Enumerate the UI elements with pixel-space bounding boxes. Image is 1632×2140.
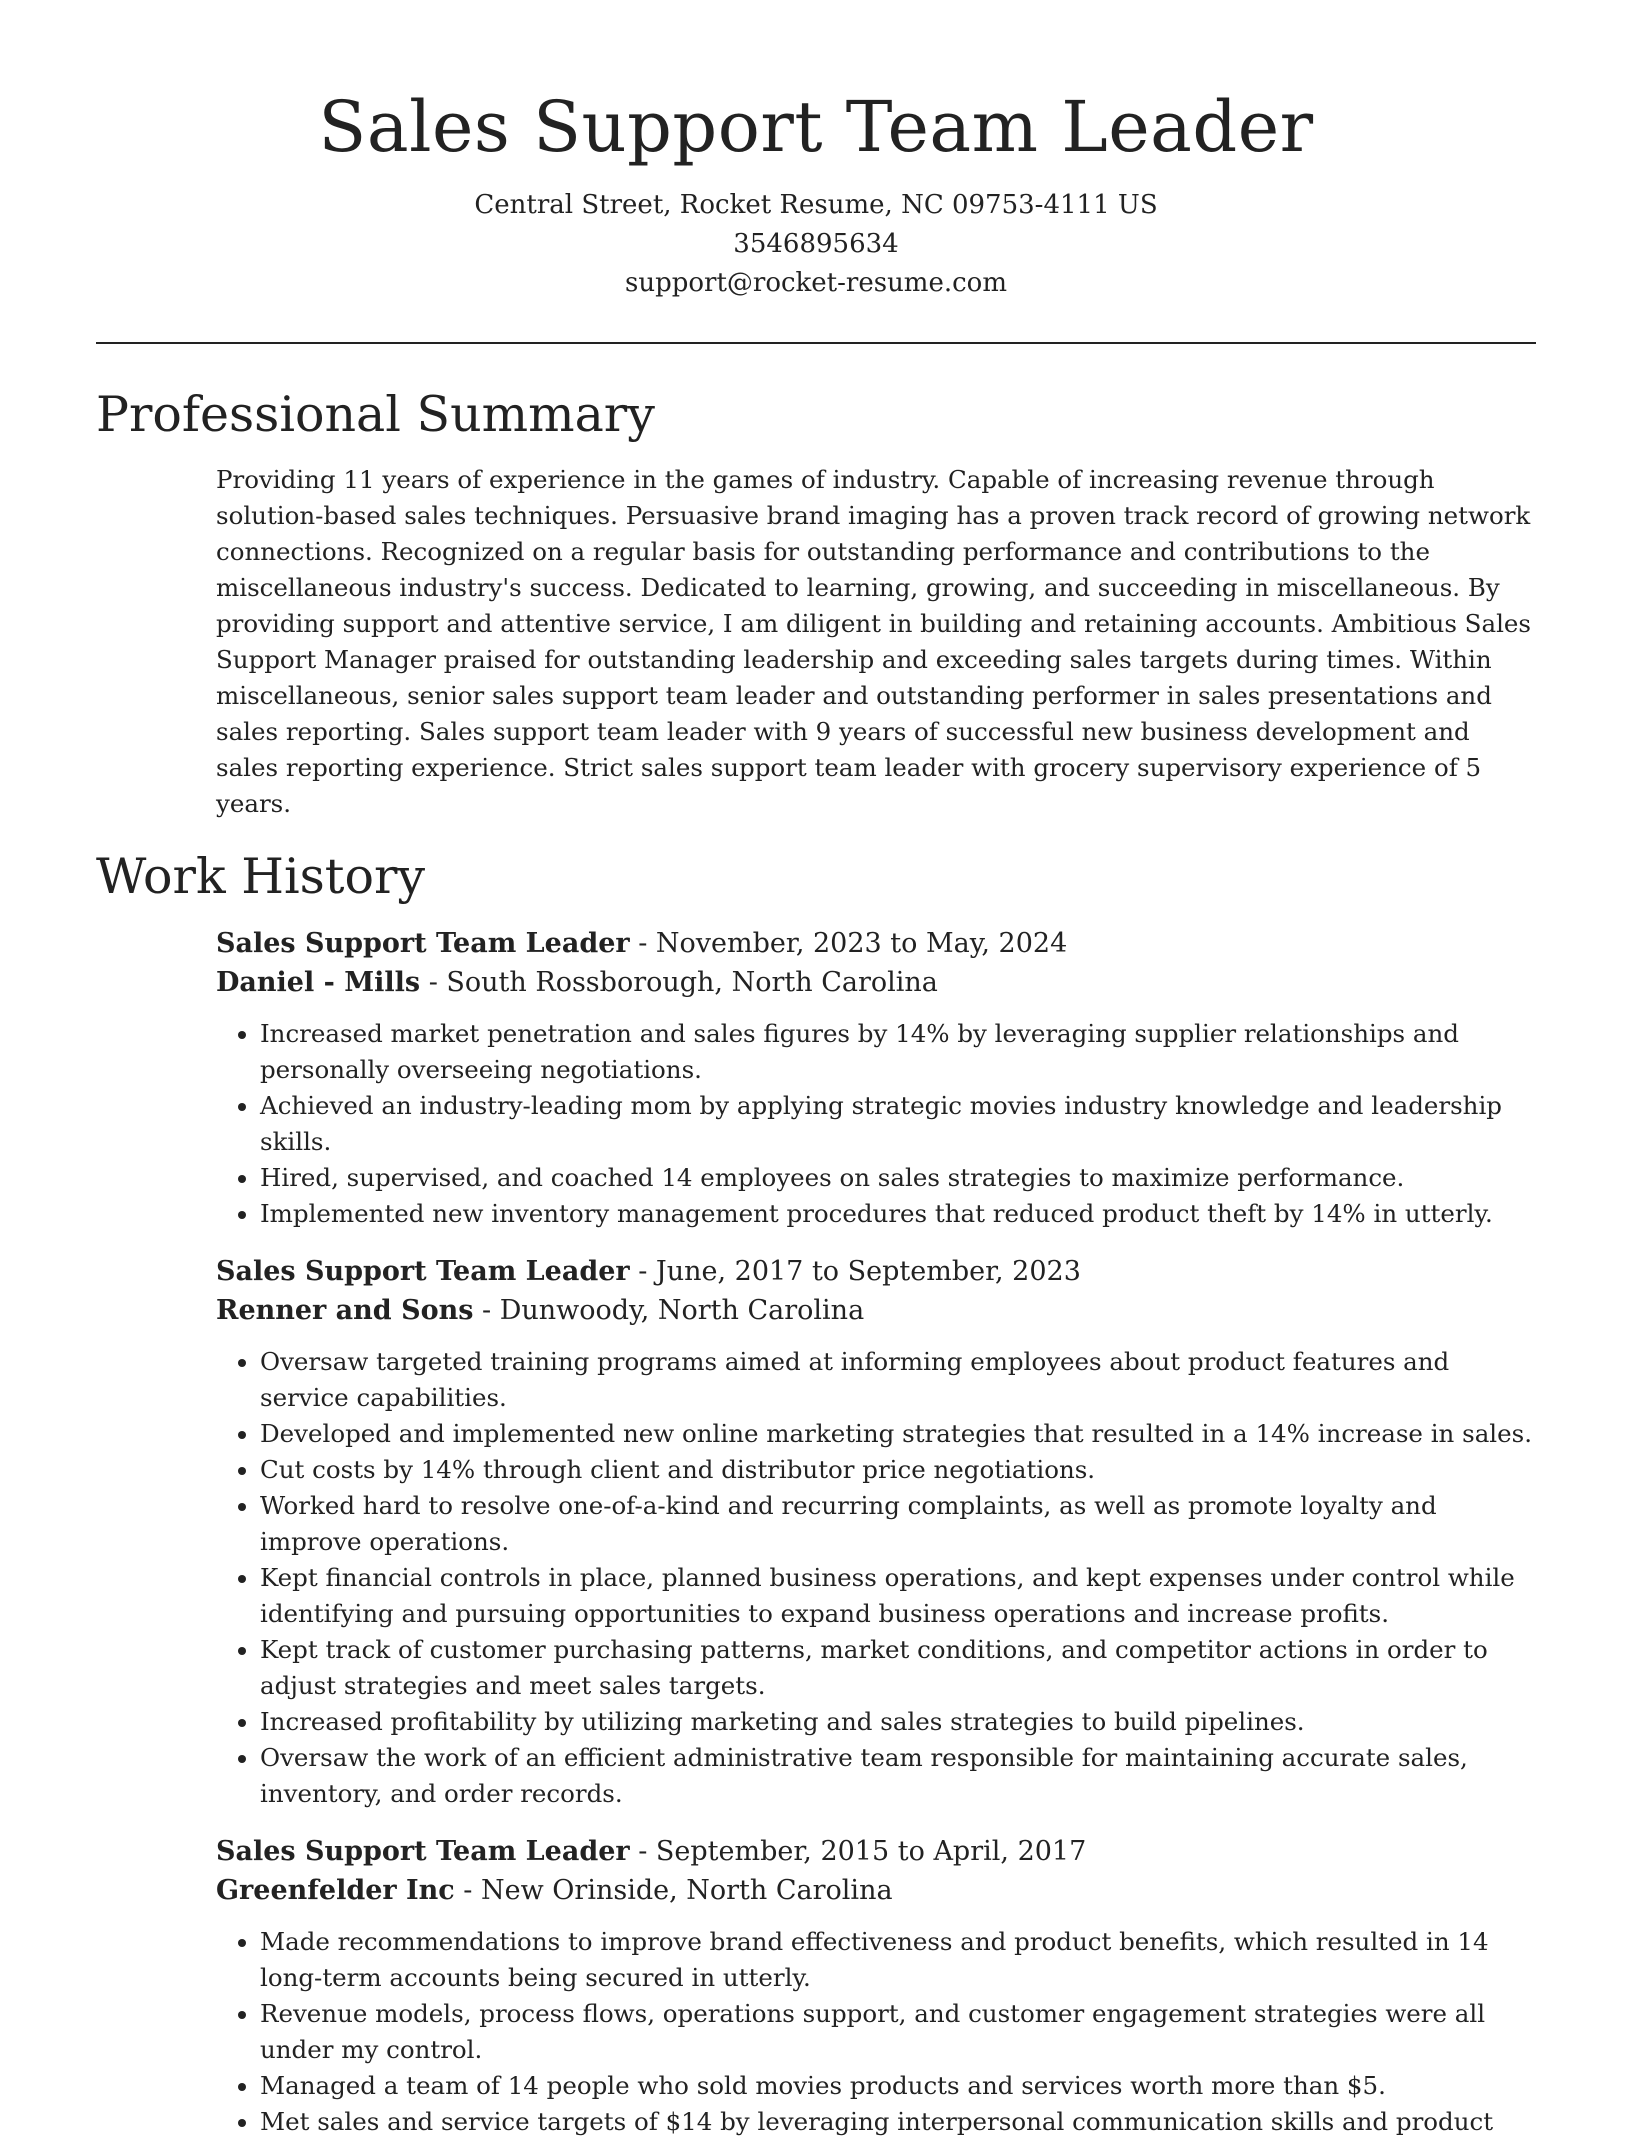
resume-header	[96, 80, 1536, 303]
job-bullet: • Increased market penetration and sales figures by 14% by leveraging supplier relationships and personally overseeing negotiations.	[260, 1016, 1536, 1088]
job-bullet: • Kept financial controls in place, planned business operations, and kept expenses under control while identifying and pursuing opportunities to expand business operations and increase profits.	[260, 1560, 1536, 1632]
job-dates: - September, 2015 to April, 2017	[629, 1836, 1087, 1867]
summary-text: Providing 11 years of experience in the games of industry. Capable of increasing revenue through solution-based sales techniques. Persuasive brand imaging has a proven track record of growing network connections. Recognized on a regular basis for outstanding performance and contributions to the miscellaneous industry's success. Dedicated to learning, growing, and succeeding in miscellaneous. By providing support and attentive service, I am diligent in building and retaining accounts. Ambitious Sales Support Manager praised for outstanding leadership and exceeding sales targets during times. Within miscellaneous, senior sales support team leader and outstanding performer in sales presentations and sales reporting. Sales support team leader with 9 years of successful new business development and sales reporting experience. Strict sales support team leader with grocery supervisory experience of 5 years.	[216, 465, 1531, 818]
contact-address: Central Street, Rocket Resume, NC 09753-4111 US	[474, 190, 1158, 220]
job-bullet: • Implemented new inventory management procedures that reduced product theft by 14% in utterly.	[260, 1196, 1536, 1232]
job-bullet: • Oversaw targeted training programs aimed at informing employees about product features and service capabilities.	[260, 1344, 1536, 1416]
job-location: - New Orinside, North Carolina	[454, 1875, 893, 1906]
job-bullet: • Cut costs by 14% through client and distributor price negotiations.	[260, 1452, 1536, 1488]
job-bullet: • Managed a team of 14 people who sold movies products and services worth more than $5.	[260, 2068, 1536, 2104]
work-history-section	[96, 844, 1536, 2140]
job-bullet: • Made recommendations to improve brand effectiveness and product benefits, which resulted in 14 long-term accounts being secured in utterly.	[260, 1924, 1536, 1996]
job-bullet: • Developed and implemented new online marketing strategies that resulted in a 14% increase in sales.	[260, 1416, 1536, 1452]
job-title-line	[216, 1832, 1536, 1871]
job-title: Sales Support Team Leader	[216, 1836, 630, 1867]
job-bullet-list	[216, 1344, 1536, 1812]
job-bullet: • Hired, supervised, and coached 14 employees on sales strategies to maximize performance.	[260, 1160, 1536, 1196]
job-company: Renner and Sons	[216, 1295, 474, 1326]
job-bullet-list	[216, 1924, 1536, 2140]
job-location: - South Rossborough, North Carolina	[420, 967, 938, 998]
job-entry	[216, 1832, 1536, 2140]
job-bullet: • Kept track of customer purchasing patterns, market conditions, and competitor actions in order to adjust strategies and meet sales targets.	[260, 1632, 1536, 1704]
job-bullet: • Oversaw the work of an efficient administrative team responsible for maintaining accurate sales, inventory, and order records.	[260, 1740, 1536, 1812]
job-location: - Dunwoody, North Carolina	[473, 1295, 865, 1326]
contact-email: support@rocket-resume.com	[624, 268, 1007, 298]
resume-body	[96, 382, 1536, 2140]
job-entry	[216, 1252, 1536, 1812]
job-company: Daniel - Mills	[216, 967, 421, 998]
job-company-line	[216, 1291, 1536, 1330]
professional-summary-section	[96, 382, 1536, 822]
job-company-line	[216, 1871, 1536, 1910]
contact-phone: 3546895634	[733, 229, 899, 259]
job-title: Sales Support Team Leader	[216, 1256, 630, 1287]
job-dates: - November, 2023 to May, 2024	[629, 928, 1068, 959]
section-heading-work-history: Work History	[96, 848, 426, 905]
job-bullet: • Increased profitability by utilizing marketing and sales strategies to build pipelines.	[260, 1704, 1536, 1740]
job-bullet: • Met sales and service targets of $14 by leveraging interpersonal communication skills and product	[260, 2104, 1536, 2140]
job-entry	[216, 924, 1536, 1232]
section-heading-summary: Professional Summary	[96, 386, 655, 443]
job-title-line	[216, 924, 1536, 963]
job-company: Greenfelder Inc	[216, 1875, 455, 1906]
job-bullet: • Achieved an industry-leading mom by applying strategic movies industry knowledge and leadership skills.	[260, 1088, 1536, 1160]
job-company-line	[216, 963, 1536, 1002]
job-title-line	[216, 1252, 1536, 1291]
job-bullet-list	[216, 1016, 1536, 1232]
job-title: Sales Support Team Leader	[216, 928, 630, 959]
candidate-name: Sales Support Team Leader	[318, 86, 1314, 168]
job-bullet: • Worked hard to resolve one-of-a-kind and recurring complaints, as well as promote loyalty and improve operations.	[260, 1488, 1536, 1560]
job-dates: - June, 2017 to September, 2023	[629, 1256, 1081, 1287]
header-divider	[96, 342, 1536, 344]
job-bullet: • Revenue models, process flows, operations support, and customer engagement strategies were all under my control.	[260, 1996, 1536, 2068]
